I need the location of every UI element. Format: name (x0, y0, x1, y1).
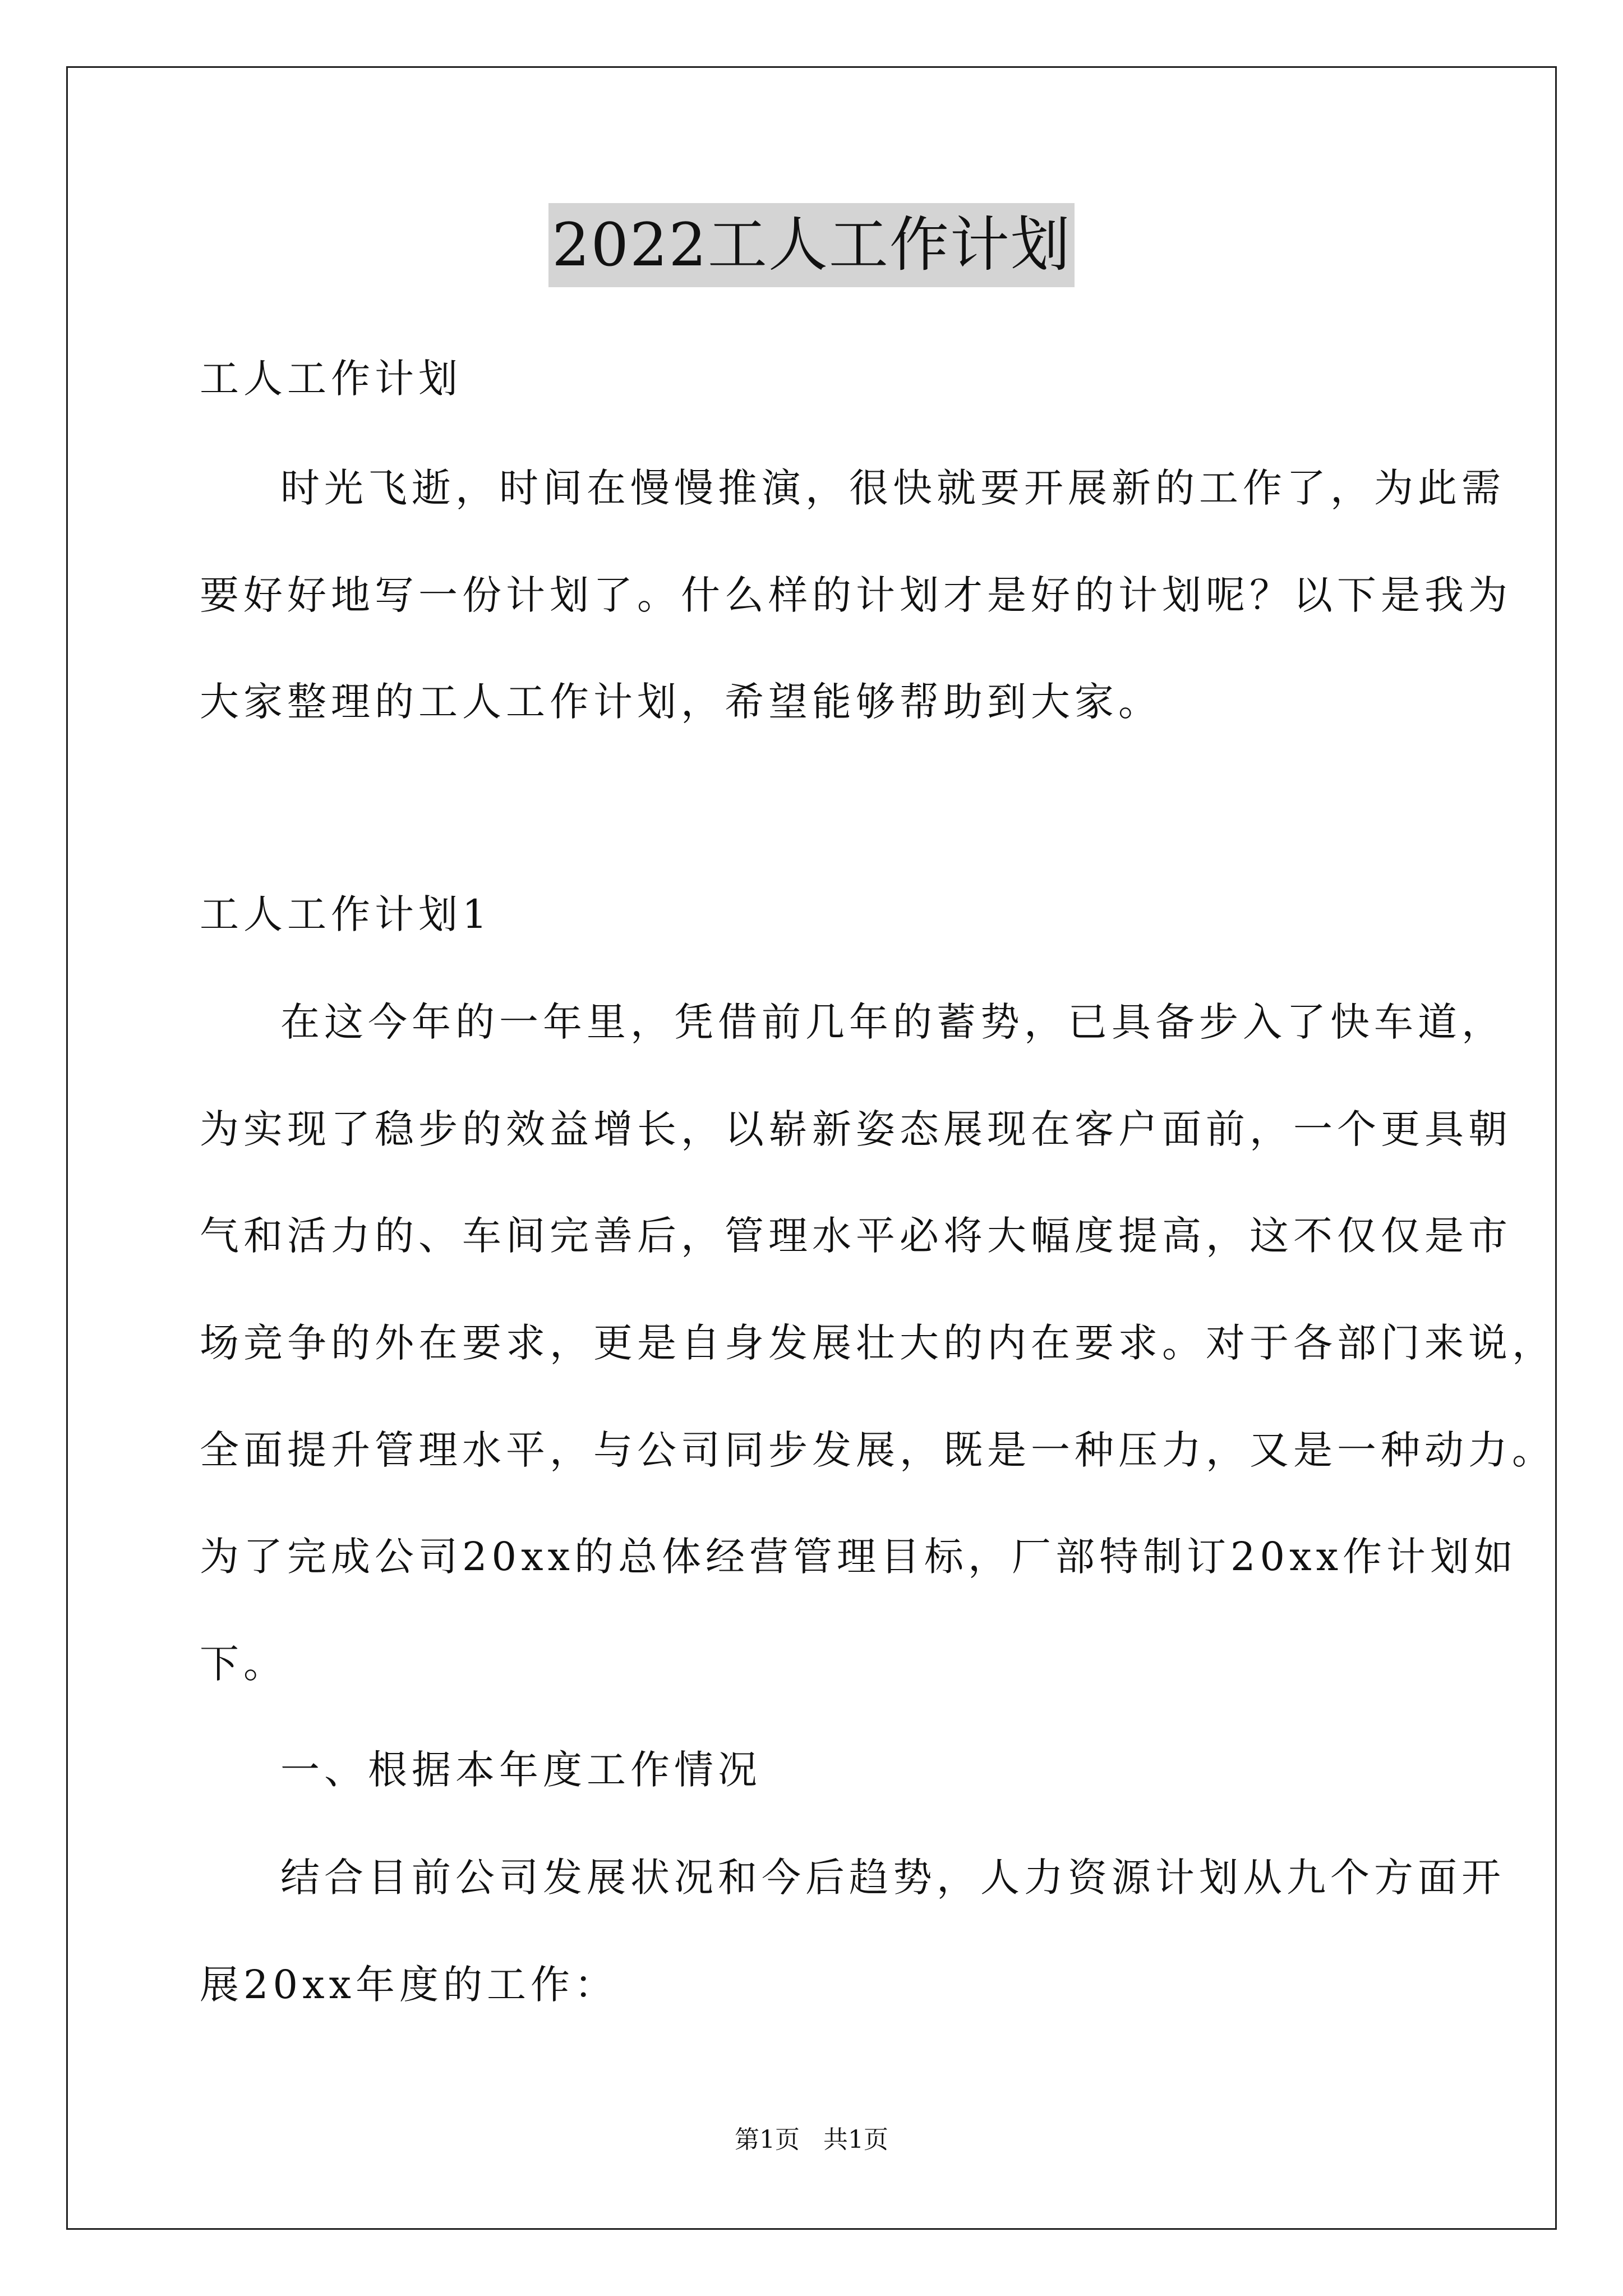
paragraph-line: 场竞争的外在要求，更是自身发展壮大的内在要求。对于各部门来说， (200, 1320, 1556, 1366)
section-heading: 工人工作计划 (200, 356, 462, 402)
document-title: 2022工人工作计划 (548, 203, 1075, 287)
paragraph-line: 气和活力的、车间完善后，管理水平必将大幅度提高，这不仅仅是市 (200, 1213, 1512, 1259)
paragraph-line: 要好好地写一份计划了。什么样的计划才是好的计划呢？以下是我为 (200, 572, 1512, 618)
paragraph-line: 为了完成公司20xx的总体经营管理目标，厂部特制订20xx作计划如 (200, 1534, 1518, 1580)
section-heading: 工人工作计划1 (200, 891, 492, 937)
page-footer (0, 2123, 1623, 2157)
paragraph-line: 结合目前公司发展状况和今后趋势，人力资源计划从九个方面开 (280, 1855, 1505, 1901)
paragraph-line: 为实现了稳步的效益增长，以崭新姿态展现在客户面前，一个更具朝 (200, 1106, 1512, 1152)
page-total: 共1页 (823, 2125, 888, 2154)
list-heading: 一、根据本年度工作情况 (280, 1747, 762, 1793)
paragraph-line: 时光飞逝，时间在慢慢推演，很快就要开展新的工作了，为此需 (280, 465, 1505, 511)
paragraph-line: 下。 (200, 1641, 287, 1687)
paragraph-line: 大家整理的工人工作计划，希望能够帮助到大家。 (200, 679, 1162, 725)
page-number: 第1页 (735, 2125, 800, 2154)
paragraph-line: 展20xx年度的工作： (200, 1962, 619, 2008)
title-container (0, 203, 1623, 287)
paragraph-line: 在这今年的一年里，凭借前几年的蓄势，已具备步入了快车道， (280, 999, 1505, 1045)
paragraph-line: 全面提升管理水平，与公司同步发展，既是一种压力，又是一种动力。 (200, 1427, 1556, 1473)
